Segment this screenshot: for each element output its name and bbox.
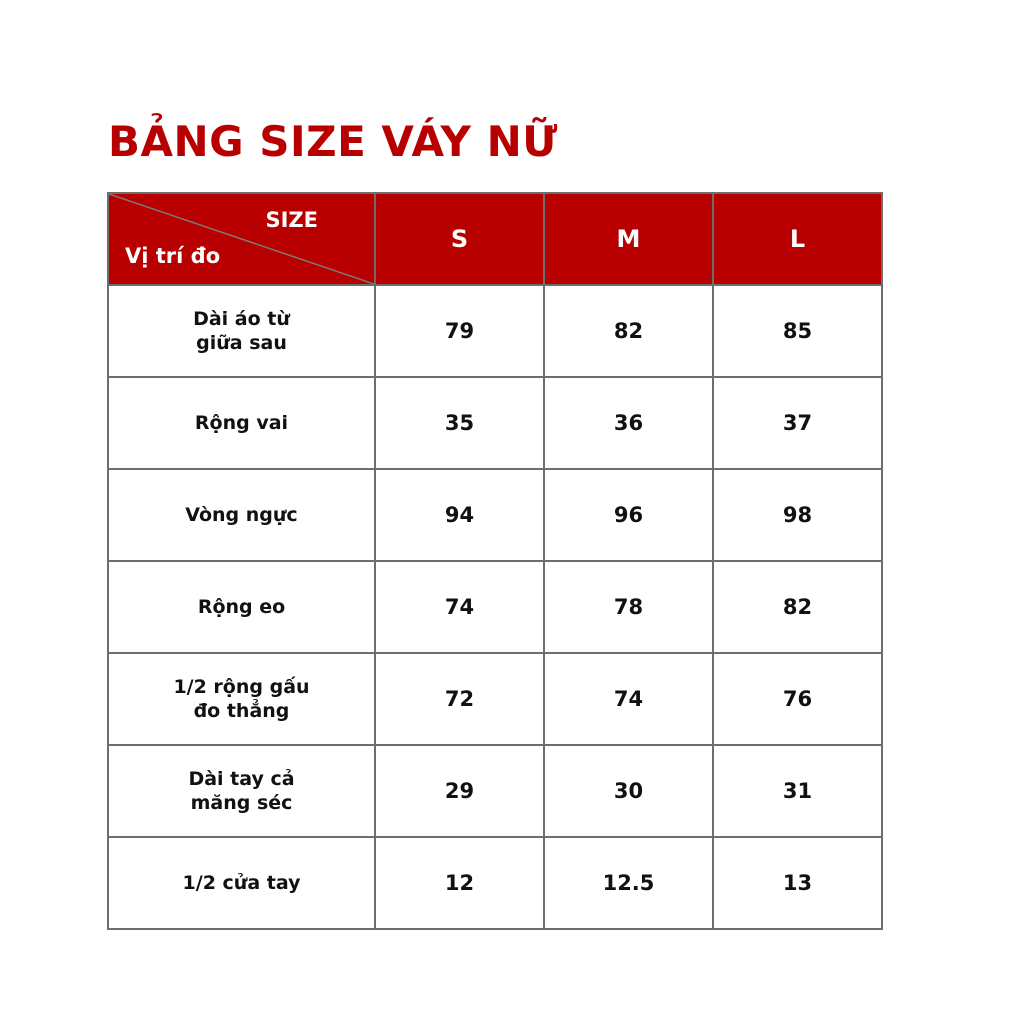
table-row [108,285,882,377]
value-cell-l: 76 [713,653,882,745]
size-header-label: SIZE [265,208,318,232]
page-title: BẢNG SIZE VÁY NỮ [108,117,558,166]
table-header-row [108,193,882,285]
value-cell-m: 82 [544,285,713,377]
size-header-l: L [713,193,882,285]
value-cell-m: 30 [544,745,713,837]
measurement-label-line: Rộng vai [194,412,289,434]
position-header-label: Vị trí đo [125,244,221,268]
measurement-label-line: giữa sau [196,332,287,354]
table-row [108,469,882,561]
measurement-label-cell [108,469,375,561]
header-corner-cell [108,193,375,285]
measurement-label-line: Dài tay cả [188,768,295,790]
table-body [108,285,882,929]
value-cell-s: 12 [375,837,544,929]
table-row [108,561,882,653]
measurement-label-line: măng séc [190,792,293,814]
table-row [108,745,882,837]
measurement-label-line: 1/2 rộng gấu [173,676,310,698]
value-cell-m: 12.5 [544,837,713,929]
value-cell-l: 82 [713,561,882,653]
measurement-label-line: đo thẳng [193,700,290,722]
measurement-label-cell [108,561,375,653]
measurement-label-line: 1/2 cửa tay [182,872,301,894]
value-cell-s: 29 [375,745,544,837]
value-cell-s: 94 [375,469,544,561]
value-cell-l: 31 [713,745,882,837]
value-cell-s: 74 [375,561,544,653]
measurement-label-cell [108,745,375,837]
value-cell-s: 79 [375,285,544,377]
value-cell-m: 36 [544,377,713,469]
measurement-label-cell [108,285,375,377]
measurement-label-line: Vòng ngực [185,504,298,526]
measurement-label-line: Rộng eo [197,596,286,618]
measurement-label-cell [108,837,375,929]
table-row [108,653,882,745]
measurement-label-line: Dài áo từ [193,308,290,330]
size-header-m: M [544,193,713,285]
value-cell-m: 74 [544,653,713,745]
size-header-s: S [375,193,544,285]
value-cell-s: 35 [375,377,544,469]
diagonal-divider [109,194,374,284]
value-cell-m: 78 [544,561,713,653]
measurement-label-cell [108,653,375,745]
value-cell-s: 72 [375,653,544,745]
value-cell-l: 85 [713,285,882,377]
value-cell-l: 13 [713,837,882,929]
value-cell-l: 37 [713,377,882,469]
table-row [108,377,882,469]
value-cell-m: 96 [544,469,713,561]
measurement-label-cell [108,377,375,469]
table-row [108,837,882,929]
size-chart-table [107,192,883,930]
value-cell-l: 98 [713,469,882,561]
